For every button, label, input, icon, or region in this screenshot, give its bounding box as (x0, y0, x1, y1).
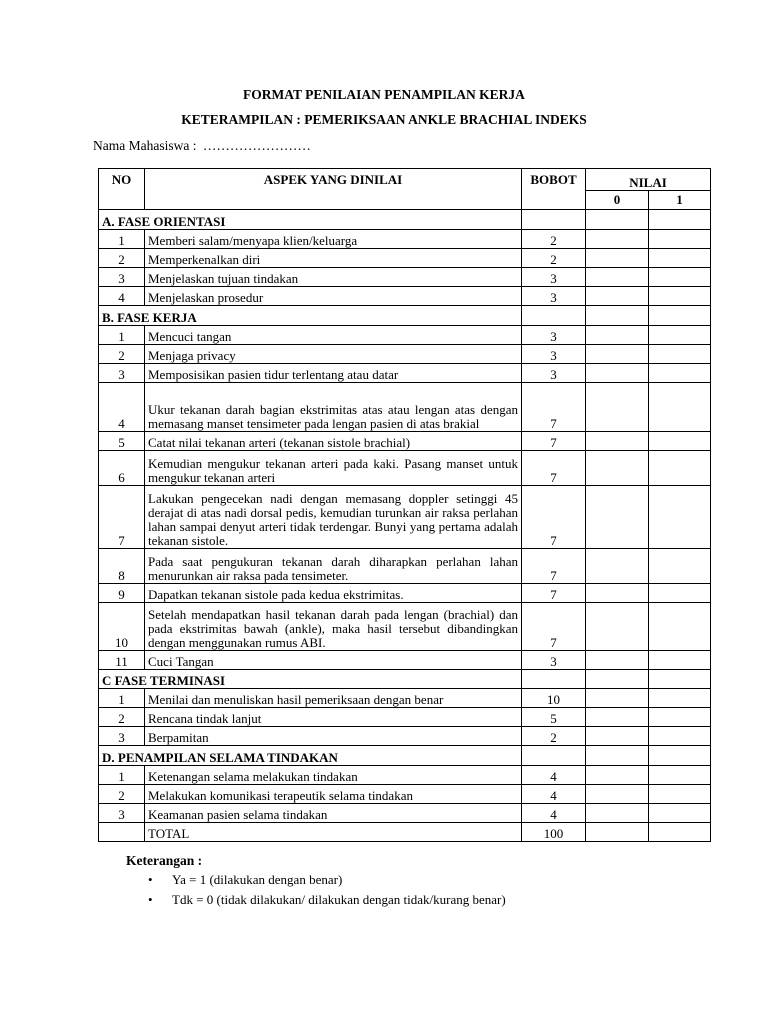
keterangan-item (146, 870, 506, 890)
aspek-cell: Memposisikan pasien tidur terlentang atau datar (145, 364, 522, 383)
row-number: 3 (99, 364, 145, 383)
total-bobot: 100 (522, 823, 586, 842)
keterangan-text: Tdk = 0 (tidak dilakukan/ dilakukan dengan tidak/kurang benar) (172, 892, 506, 907)
aspek-cell: Cuci Tangan (145, 651, 522, 670)
aspek-cell: Setelah mendapatkan hasil tekanan darah pada lengan (brachial) dan pada ekstrimitas bawah (ankle), maka hasil tersebut dibandingkan dengan menggunakan rumus ABI. (145, 603, 522, 651)
aspek-cell: Lakukan pengecekan nadi dengan memasang doppler setinggi 45 derajat di atas nadi dorsal pedis, kemudian turunkan air raksa perlahan lahan sampai denyut arteri tidak terdengar. Bunyi yang pertama adalah tekanan sistole. (145, 486, 522, 549)
score-0-cell[interactable] (586, 287, 649, 306)
student-name-label: Nama Mahasiswa : (93, 138, 197, 153)
table-row (99, 708, 711, 727)
bobot-cell: 3 (522, 326, 586, 345)
table-row (99, 364, 711, 383)
bobot-cell: 7 (522, 486, 586, 549)
score-0-cell[interactable] (586, 603, 649, 651)
table-row (99, 268, 711, 287)
score-1-cell[interactable] (649, 727, 711, 746)
document-title: FORMAT PENILAIAN PENAMPILAN KERJA (243, 87, 525, 102)
score-1-cell[interactable] (649, 549, 711, 584)
row-number: 1 (99, 689, 145, 708)
aspek-cell: Menjaga privacy (145, 345, 522, 364)
section-title: C FASE TERMINASI (99, 670, 522, 689)
bobot-cell (522, 306, 586, 326)
header-aspek: ASPEK YANG DINILAI (145, 169, 522, 210)
score-0-cell[interactable] (586, 306, 649, 326)
row-number: 9 (99, 584, 145, 603)
bobot-cell: 3 (522, 268, 586, 287)
score-1-cell[interactable] (649, 383, 711, 432)
table-row (99, 230, 711, 249)
table-row (99, 549, 711, 584)
bobot-cell: 7 (522, 549, 586, 584)
bobot-cell: 7 (522, 584, 586, 603)
table-row (99, 785, 711, 804)
score-1-cell[interactable] (649, 432, 711, 451)
table-row (99, 804, 711, 823)
header-nilai: NILAI (586, 169, 711, 191)
keterangan-item (146, 890, 506, 910)
score-0-cell[interactable] (586, 746, 649, 766)
row-number: 1 (99, 326, 145, 345)
score-0-cell[interactable] (586, 383, 649, 432)
row-number: 3 (99, 727, 145, 746)
score-0-cell[interactable] (586, 785, 649, 804)
header-nilai-0: 0 (586, 191, 649, 210)
bobot-cell: 7 (522, 383, 586, 432)
aspek-cell: Mencuci tangan (145, 326, 522, 345)
header-no: NO (99, 169, 145, 210)
bullet-icon: • (148, 892, 153, 907)
row-number: 4 (99, 383, 145, 432)
section-title: D. PENAMPILAN SELAMA TINDAKAN (99, 746, 522, 766)
row-number: 2 (99, 708, 145, 727)
aspek-cell: Rencana tindak lanjut (145, 708, 522, 727)
score-0-cell[interactable] (586, 210, 649, 230)
score-0-cell[interactable] (586, 651, 649, 670)
score-0-cell[interactable] (586, 708, 649, 727)
bobot-cell: 3 (522, 364, 586, 383)
table-row (99, 383, 711, 432)
student-name-field[interactable]: …………………… (202, 138, 311, 153)
table-row (99, 727, 711, 746)
section-row (99, 306, 711, 326)
student-name-line (93, 138, 311, 154)
aspek-cell: Catat nilai tekanan arteri (tekanan sistole brachial) (145, 432, 522, 451)
score-0-cell[interactable] (586, 689, 649, 708)
keterangan-label: Keterangan : (126, 853, 203, 868)
table-row (99, 451, 711, 486)
score-1-cell[interactable] (649, 451, 711, 486)
table-row (99, 486, 711, 549)
score-0-cell[interactable] (586, 326, 649, 345)
score-0-cell[interactable] (586, 804, 649, 823)
bobot-cell: 3 (522, 287, 586, 306)
document-subtitle: KETERAMPILAN : PEMERIKSAAN ANKLE BRACHIAL INDEKS (181, 112, 587, 127)
score-1-cell[interactable] (649, 670, 711, 689)
score-0-cell[interactable] (586, 549, 649, 584)
row-number: 7 (99, 486, 145, 549)
header-bobot: BOBOT (522, 169, 586, 210)
table-row (99, 689, 711, 708)
row-number: 10 (99, 603, 145, 651)
score-0-cell[interactable] (586, 345, 649, 364)
aspek-cell: Keamanan pasien selama tindakan (145, 804, 522, 823)
bobot-cell (522, 746, 586, 766)
score-1-cell[interactable] (649, 651, 711, 670)
bobot-cell: 7 (522, 432, 586, 451)
bobot-cell: 5 (522, 708, 586, 727)
table-row (99, 249, 711, 268)
bobot-cell: 7 (522, 603, 586, 651)
bobot-cell: 2 (522, 230, 586, 249)
table-row (99, 766, 711, 785)
table-body (99, 210, 711, 842)
bullet-icon: • (148, 872, 153, 887)
bobot-cell: 2 (522, 727, 586, 746)
row-number: 4 (99, 287, 145, 306)
row-number: 3 (99, 268, 145, 287)
score-1-cell[interactable] (649, 603, 711, 651)
row-number: 5 (99, 432, 145, 451)
section-title: A. FASE ORIENTASI (99, 210, 522, 230)
score-1-cell[interactable] (649, 326, 711, 345)
score-0-cell[interactable] (586, 230, 649, 249)
table-row (99, 432, 711, 451)
score-1-cell[interactable] (649, 249, 711, 268)
aspek-cell: Pada saat pengukuran tekanan darah diharapkan perlahan lahan menurunkan air raksa pada tensimeter. (145, 549, 522, 584)
score-1-cell[interactable] (649, 268, 711, 287)
bobot-cell: 4 (522, 785, 586, 804)
bobot-cell: 10 (522, 689, 586, 708)
bobot-cell: 3 (522, 345, 586, 364)
assessment-table (98, 168, 711, 842)
score-1-cell[interactable] (649, 823, 711, 842)
score-1-cell[interactable] (649, 766, 711, 785)
total-label: TOTAL (145, 823, 522, 842)
score-0-cell[interactable] (586, 249, 649, 268)
score-1-cell[interactable] (649, 345, 711, 364)
aspek-cell: Dapatkan tekanan sistole pada kedua ekstrimitas. (145, 584, 522, 603)
total-row (99, 823, 711, 842)
aspek-cell: Ukur tekanan darah bagian ekstrimitas atas atau lengan atas dengan memasang manset tensimeter pada lengan pasien di atas brakial (145, 383, 522, 432)
keterangan-list (146, 870, 506, 910)
row-number: 2 (99, 345, 145, 364)
score-0-cell[interactable] (586, 823, 649, 842)
score-1-cell[interactable] (649, 785, 711, 804)
score-0-cell[interactable] (586, 268, 649, 287)
bobot-cell: 2 (522, 249, 586, 268)
row-number: 1 (99, 230, 145, 249)
score-0-cell[interactable] (586, 670, 649, 689)
score-0-cell[interactable] (586, 364, 649, 383)
aspek-cell: Memberi salam/menyapa klien/keluarga (145, 230, 522, 249)
aspek-cell: Menjelaskan tujuan tindakan (145, 268, 522, 287)
section-row (99, 670, 711, 689)
row-number: 2 (99, 785, 145, 804)
keterangan-text: Ya = 1 (dilakukan dengan benar) (172, 872, 343, 887)
row-number (99, 823, 145, 842)
score-0-cell[interactable] (586, 766, 649, 785)
score-1-cell[interactable] (649, 364, 711, 383)
table-row (99, 584, 711, 603)
bobot-cell: 4 (522, 766, 586, 785)
aspek-cell: Melakukan komunikasi terapeutik selama tindakan (145, 785, 522, 804)
score-1-cell[interactable] (649, 486, 711, 549)
aspek-cell: Menilai dan menuliskan hasil pemeriksaan dengan benar (145, 689, 522, 708)
score-0-cell[interactable] (586, 584, 649, 603)
score-1-cell[interactable] (649, 689, 711, 708)
table-row (99, 326, 711, 345)
section-row (99, 746, 711, 766)
bobot-cell: 4 (522, 804, 586, 823)
score-1-cell[interactable] (649, 584, 711, 603)
aspek-cell: Berpamitan (145, 727, 522, 746)
score-0-cell[interactable] (586, 451, 649, 486)
row-number: 3 (99, 804, 145, 823)
row-number: 1 (99, 766, 145, 785)
table-row (99, 603, 711, 651)
score-1-cell[interactable] (649, 804, 711, 823)
score-1-cell[interactable] (649, 230, 711, 249)
table-row (99, 651, 711, 670)
section-title: B. FASE KERJA (99, 306, 522, 326)
table-row (99, 345, 711, 364)
row-number: 8 (99, 549, 145, 584)
aspek-cell: Memperkenalkan diri (145, 249, 522, 268)
aspek-cell: Kemudian mengukur tekanan arteri pada kaki. Pasang manset untuk mengukur tekanan arteri (145, 451, 522, 486)
header-nilai-1: 1 (649, 191, 711, 210)
score-0-cell[interactable] (586, 727, 649, 746)
score-0-cell[interactable] (586, 486, 649, 549)
score-1-cell[interactable] (649, 287, 711, 306)
table-row (99, 287, 711, 306)
row-number: 11 (99, 651, 145, 670)
aspek-cell: Ketenangan selama melakukan tindakan (145, 766, 522, 785)
bobot-cell: 3 (522, 651, 586, 670)
score-1-cell[interactable] (649, 746, 711, 766)
aspek-cell: Menjelaskan prosedur (145, 287, 522, 306)
score-1-cell[interactable] (649, 210, 711, 230)
section-row (99, 210, 711, 230)
row-number: 2 (99, 249, 145, 268)
row-number: 6 (99, 451, 145, 486)
bobot-cell (522, 670, 586, 689)
bobot-cell: 7 (522, 451, 586, 486)
score-1-cell[interactable] (649, 306, 711, 326)
score-1-cell[interactable] (649, 708, 711, 727)
bobot-cell (522, 210, 586, 230)
score-0-cell[interactable] (586, 432, 649, 451)
